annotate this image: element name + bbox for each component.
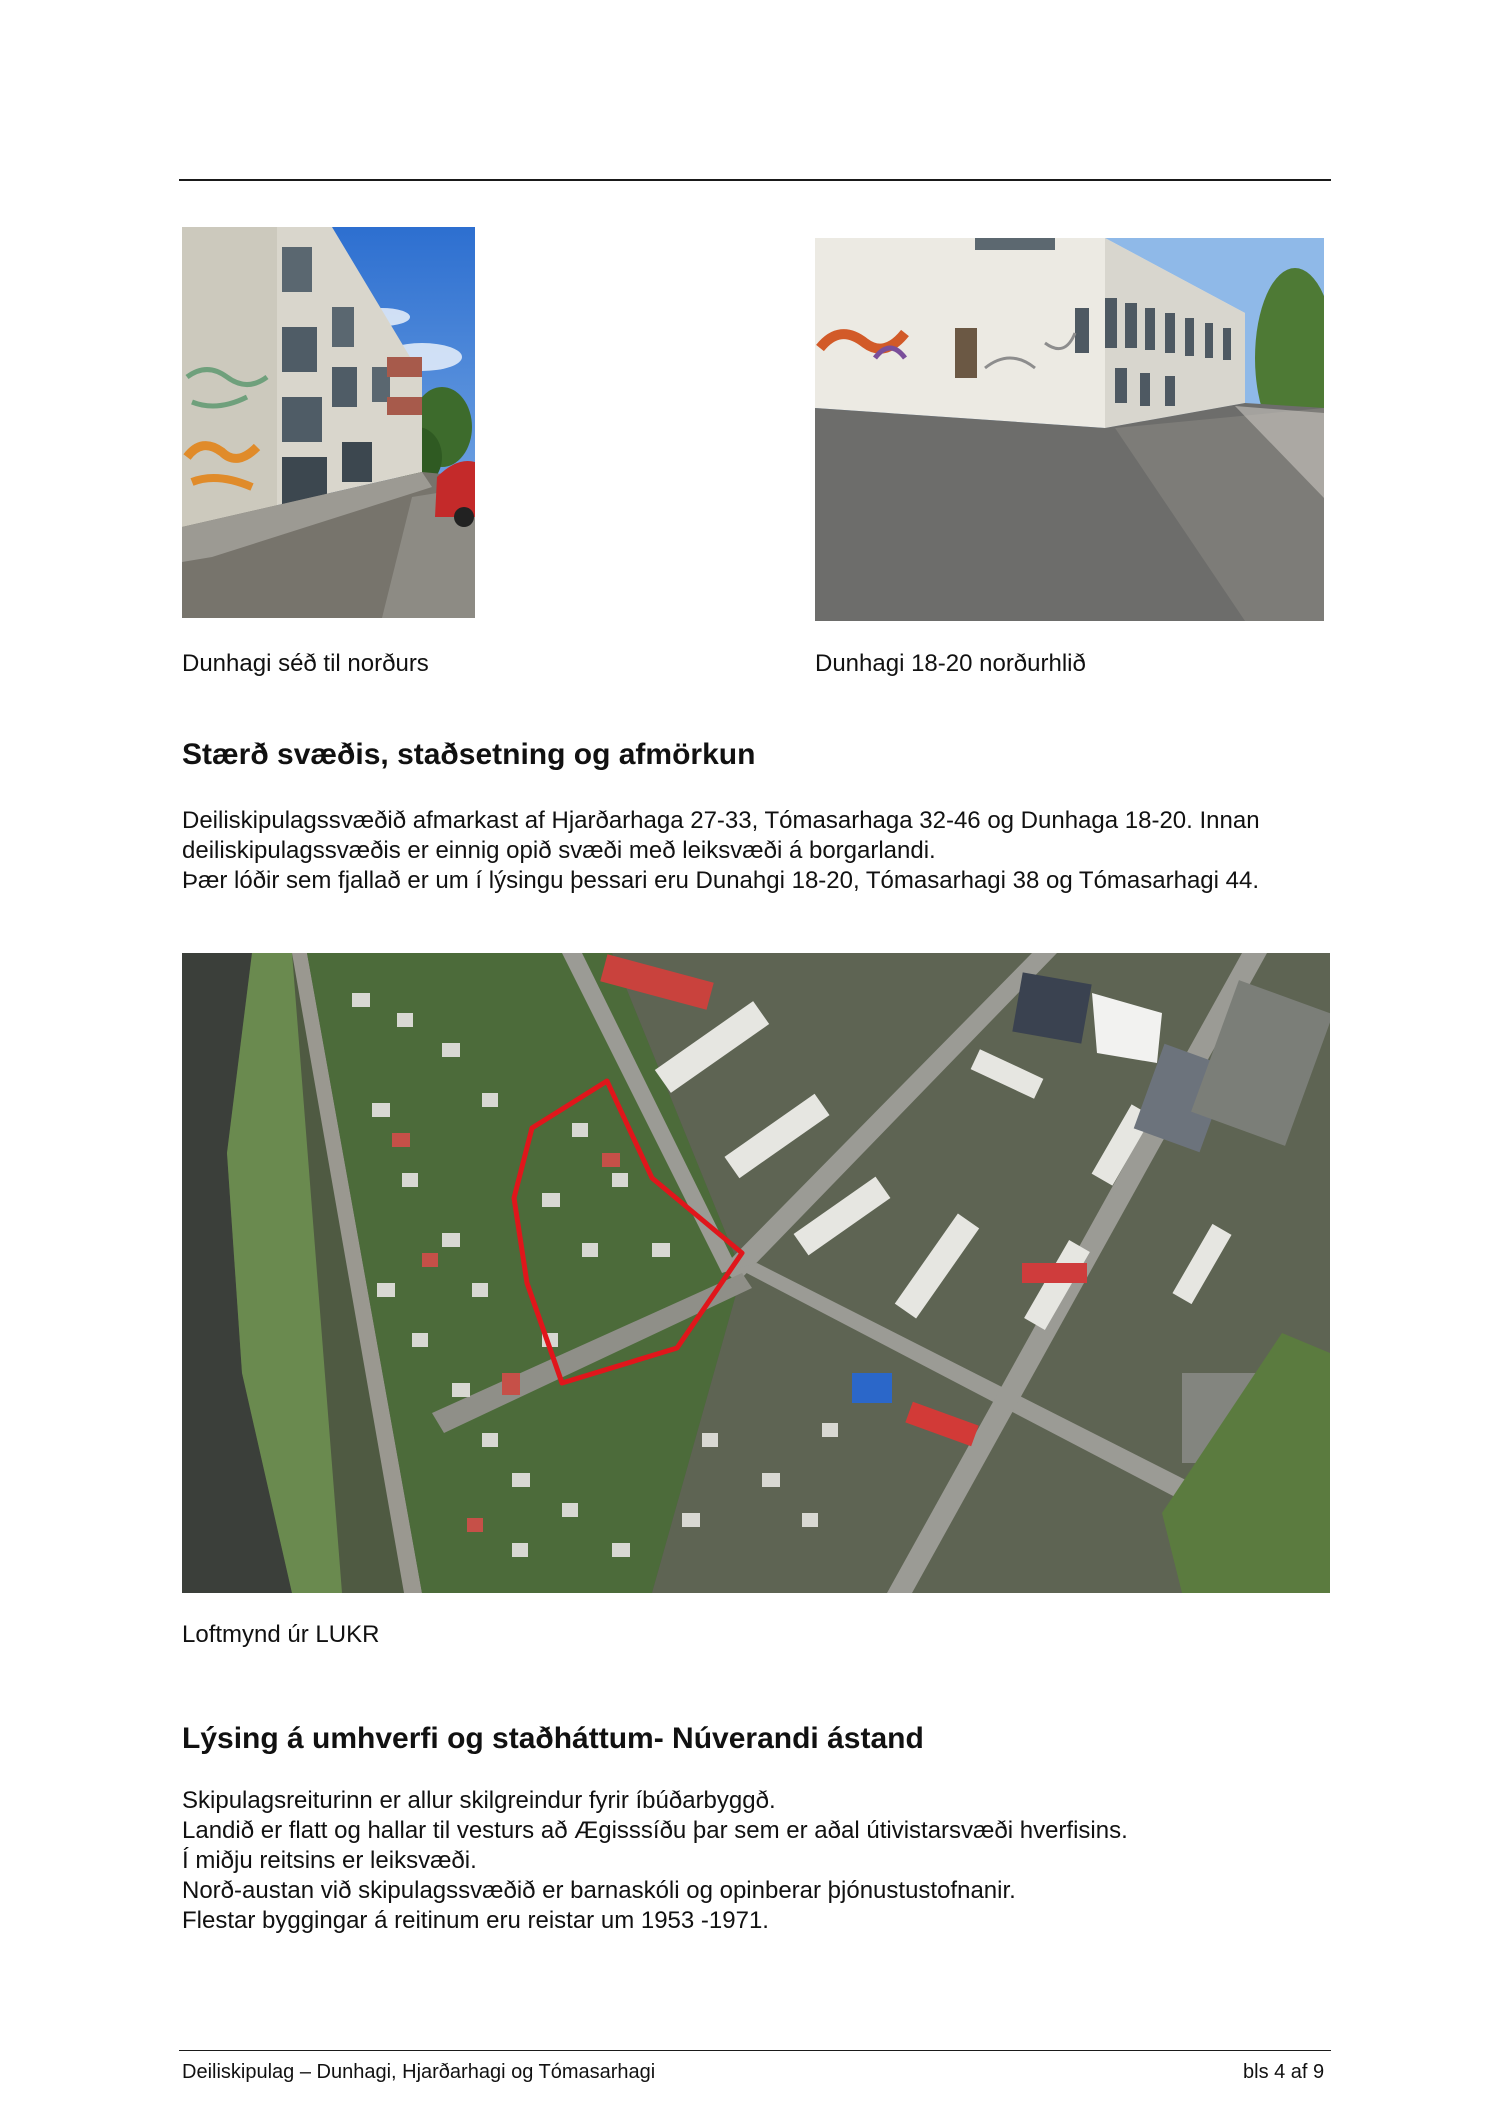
photo-left-caption: Dunhagi séð til norðurs [182,650,429,677]
text-line: Þær lóðir sem fjallað er um í lýsingu þessari eru Dunahgi 18-20, Tómasarhagi 38 og Tómasarhagi 44. [182,867,1259,894]
aerial-photo [182,953,1330,1593]
footer-title: Deiliskipulag – Dunhagi, Hjarðarhagi og Tómasarhagi [182,2061,656,2083]
text-line: deiliskipulagssvæðis er einnig opið svæði með leiksvæði á borgarlandi. [182,837,936,864]
text-line: Skipulagsreiturinn er allur skilgreindur fyrir íbúðarbyggð. [182,1787,776,1814]
section-heading-size-location: Stærð svæðis, staðsetning og afmörkun [182,738,756,771]
text-line: Deiliskipulagssvæðið afmarkast af Hjarðarhaga 27-33, Tómasarhaga 32-46 og Dunhaga 18-20. Innan [182,807,1260,834]
section-size-location-text [182,806,1352,896]
text-line: Landið er flatt og hallar til vesturs að Ægisssíðu þar sem er aðal útivistarsvæði hverfisins. [182,1817,1128,1844]
photo-dunhagi-18-20 [815,238,1324,621]
text-line: Flestar byggingar á reitinum eru reistar um 1953 -1971. [182,1907,769,1934]
section-environment-text [182,1786,1352,1936]
footer-rule [179,2050,1331,2051]
text-line: Norð-austan við skipulagssvæðið er barnaskóli og opinberar þjónustustofnanir. [182,1877,1016,1904]
text-line: Í miðju reitsins er leiksvæði. [182,1847,477,1874]
page-number: bls 4 af 9 [1243,2061,1325,2083]
header-rule [179,179,1331,181]
photo-dunhagi-north [182,227,475,618]
section-heading-environment: Lýsing á umhverfi og staðháttum- Núverandi ástand [182,1722,924,1755]
photo-right-caption: Dunhagi 18-20 norðurhlið [815,650,1086,677]
aerial-caption: Loftmynd úr LUKR [182,1621,380,1648]
